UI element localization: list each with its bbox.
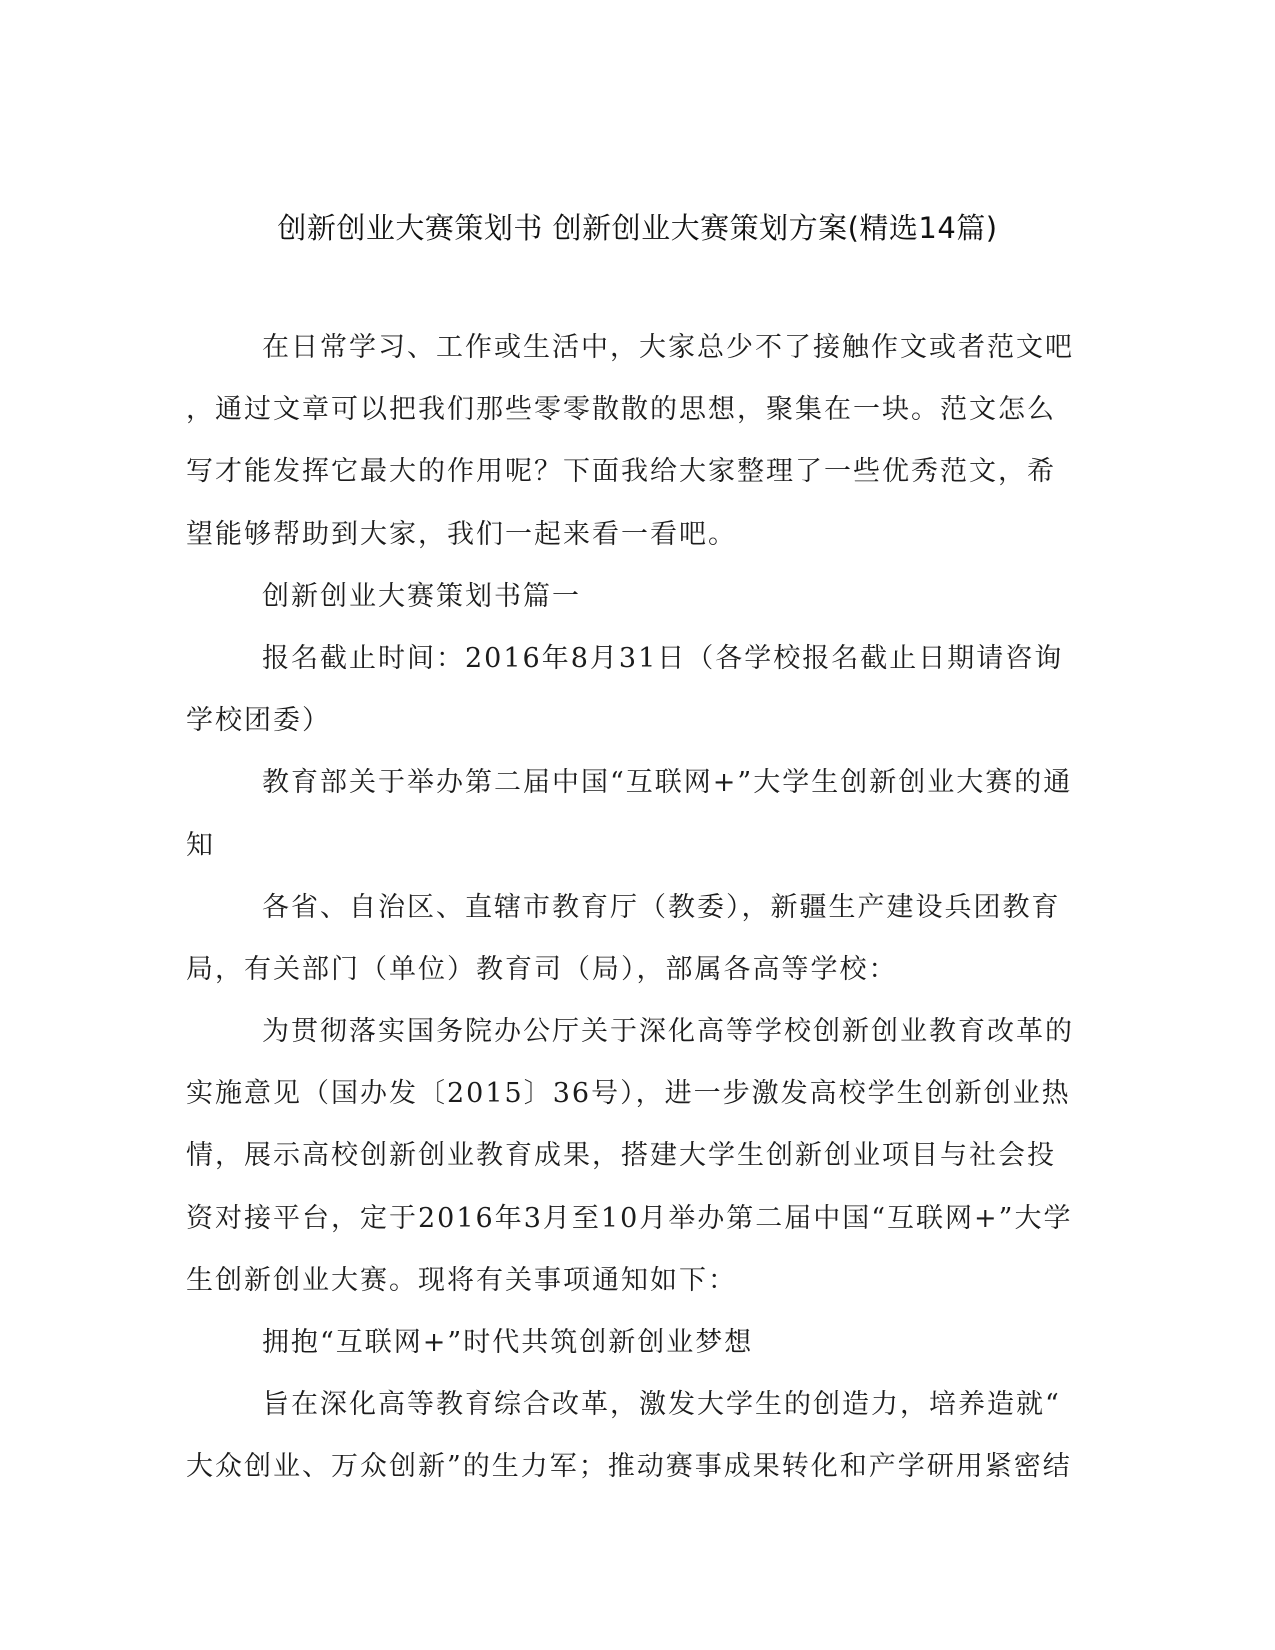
text-line: 报名截止时间：2016年8月31日（各学校报名截止日期请咨询 [262, 642, 1064, 674]
text-line: 局，有关部门（单位）教育司（局），部属各高等学校： [186, 953, 898, 985]
text-line: 旨在深化高等教育综合改革，激发大学生的创造力，培养造就“ [262, 1389, 1061, 1421]
text-line: 大众创业、万众创新”的生力军；推动赛事成果转化和产学研用紧密结 [186, 1451, 1072, 1483]
text-line: 写才能发挥它最大的作用呢？下面我给大家整理了一些优秀范文，希 [186, 456, 1056, 488]
text-line: 学校团委） [186, 705, 331, 737]
text-line: 各省、自治区、直辖市教育厅（教委），新疆生产建设兵团教育 [262, 891, 1061, 923]
text-line: ，通过文章可以把我们那些零零散散的思想，聚集在一块。范文怎么 [186, 394, 1056, 426]
document-title: 创新创业大赛策划书 创新创业大赛策划方案(精选14篇) [277, 211, 998, 245]
text-line: 资对接平台，定于2016年3月至10月举办第二届中国“互联网+”大学 [186, 1202, 1073, 1234]
document-body [186, 330, 1086, 1512]
text-line: 生创新创业大赛。现将有关事项通知如下： [186, 1264, 737, 1296]
text-line: 教育部关于举办第二届中国“互联网+”大学生创新创业大赛的通 [262, 767, 1073, 799]
text-line: 创新创业大赛策划书篇一 [262, 580, 581, 612]
text-line: 望能够帮助到大家，我们一起来看一看吧。 [186, 518, 737, 550]
text-line: 拥抱“互联网+”时代共筑创新创业梦想 [262, 1327, 754, 1358]
text-line: 为贯彻落实国务院办公厅关于深化高等学校创新创业教育改革的 [262, 1016, 1074, 1048]
text-line: 在日常学习、工作或生活中，大家总少不了接触作文或者范文吧 [262, 332, 1074, 363]
text-line: 情，展示高校创新创业教育成果，搭建大学生创新创业项目与社会投 [186, 1140, 1056, 1172]
text-line: 知 [186, 829, 215, 861]
text-line: 实施意见（国办发〔2015〕36号），进一步激发高校学生创新创业热 [186, 1078, 1071, 1110]
